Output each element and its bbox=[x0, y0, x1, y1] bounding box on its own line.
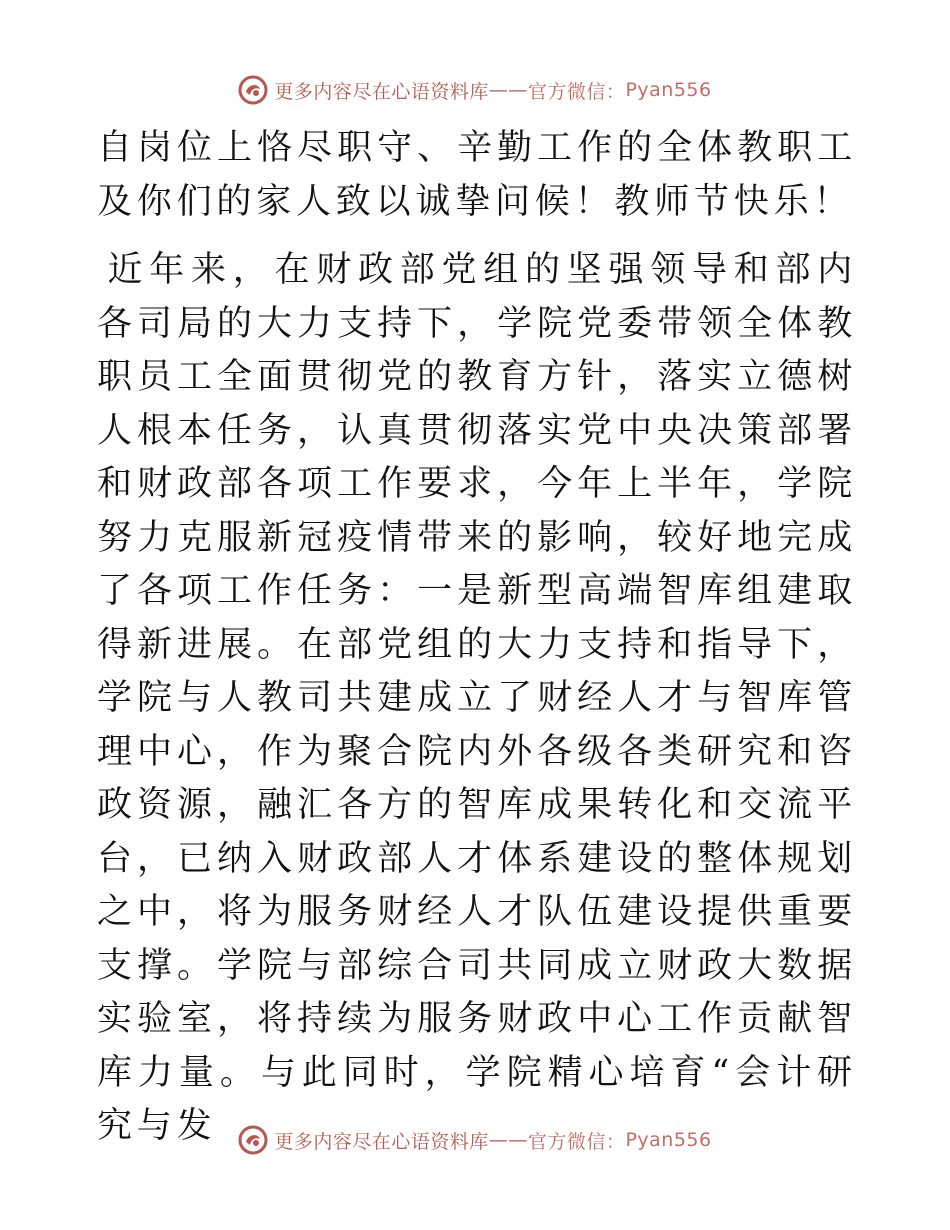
paragraph: 近年来，在财政部党组的坚强领导和部内各司局的大力支持下，学院党委带领全体教职员工全面贯彻党的教育方针，落实立德树人根本任务，认真贯彻落实党中央决策部署和财政部各项工作要求，今年上半年，学院努力克服新冠疫情带来的影响，较好地完成了各项工作任务：一是新型高端智库组建取得新进展。在部党组的大力支持和指导下，学院与人教司共建成立了财经人才与智库管理中心，作为聚合院内外各级各类研究和咨政资源，融汇各方的智库成果转化和交流平台，已纳入财政部人才体系建设的整体规划之中，将为服务财经人才队伍建设提供重要支撑。学院与部综合司共同成立财政大数据实验室，将持续为服务财政中心工作贡献智库力量。与此同时，学院精心培育“会计研究与发 bbox=[97, 250, 857, 1146]
logo-icon bbox=[238, 1125, 268, 1155]
banner-wechat-label: 官方微信： bbox=[527, 1130, 626, 1153]
header-banner bbox=[0, 70, 950, 110]
paragraph: 自岗位上恪尽职守、辛勤工作的全体教职工及你们的家人致以诚挚问候！教师节快乐！ bbox=[97, 128, 857, 222]
banner-slogan: 更多内容尽在心语资料库 bbox=[274, 80, 489, 103]
logo-icon bbox=[238, 75, 268, 105]
banner-separator: —— bbox=[488, 1129, 528, 1151]
banner-separator: —— bbox=[488, 79, 528, 101]
banner-slogan: 更多内容尽在心语资料库 bbox=[274, 1130, 489, 1153]
banner-wechat-id: Pyan556 bbox=[625, 79, 712, 101]
banner-wechat-label: 官方微信： bbox=[527, 80, 626, 103]
document-body bbox=[97, 122, 857, 1154]
footer-banner bbox=[0, 1120, 950, 1160]
banner-wechat-id: Pyan556 bbox=[625, 1129, 712, 1151]
